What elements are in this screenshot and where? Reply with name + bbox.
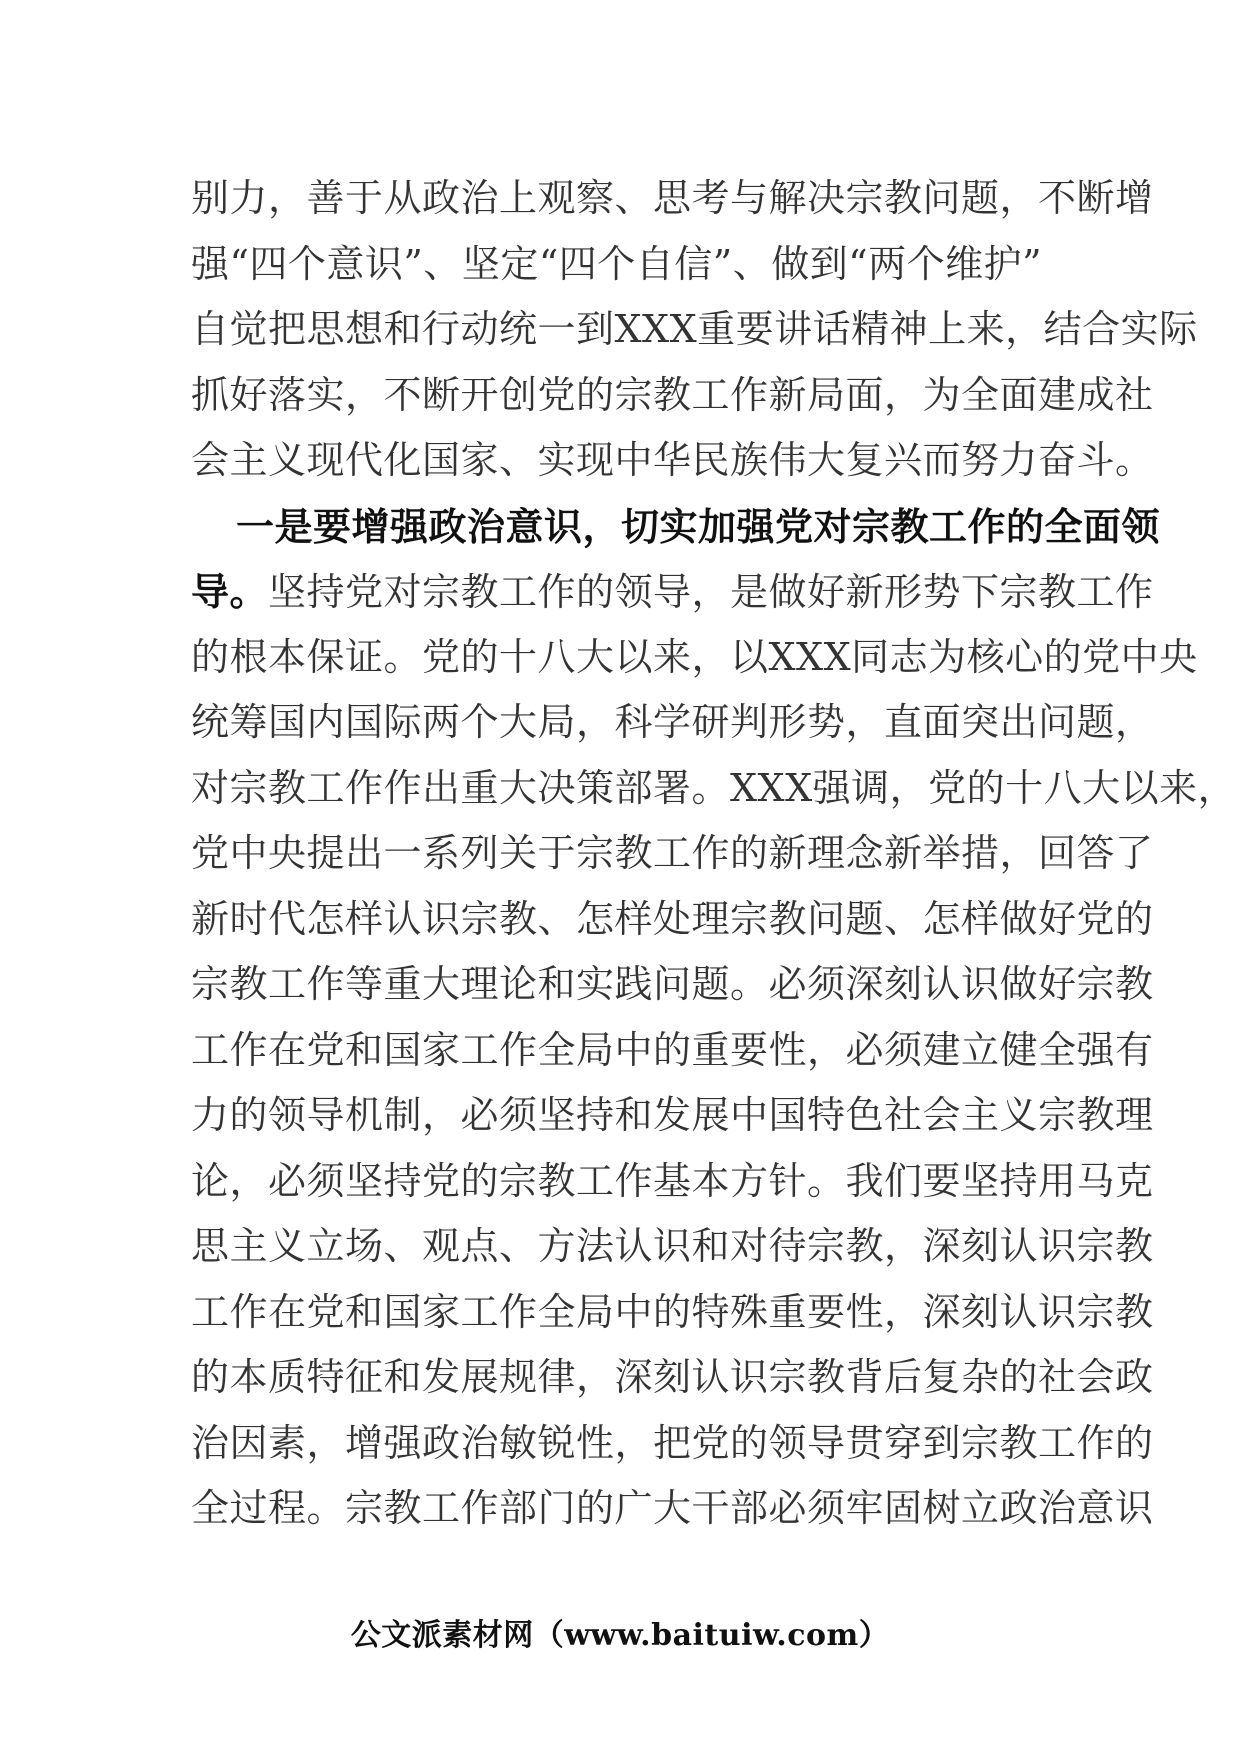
text-line: 统筹国内国际两个大局，科学研判形势，直面突出问题，: [191, 700, 1154, 744]
section-heading-end: 导。: [191, 569, 269, 614]
text-line: 治因素，增强政治敏锐性，把党的领导贯穿到宗教工作的: [191, 1420, 1154, 1465]
section-heading: 一是要增强政治意识，切实加强党对宗教工作的全面领: [236, 503, 1161, 549]
text-line: 工作在党和国家工作全局中的特殊重要性，深刻认识宗教: [191, 1289, 1154, 1334]
text-line: 新时代怎样认识宗教、怎样处理宗教问题、怎样做好党的: [191, 896, 1154, 941]
text-line: 会主义现代化国家、实现中华民族伟大复兴而努力奋斗。: [191, 438, 1154, 482]
document-body: [191, 166, 1237, 1542]
text-line: 论，必须坚持党的宗教工作基本方针。我们要坚持用马克: [191, 1158, 1154, 1203]
text-line: 全过程。宗教工作部门的广大干部必须牢固树立政治意识: [191, 1486, 1154, 1530]
text-line: 强“四个意识”、坚定“四个自信”、做到“两个维护”: [191, 241, 1043, 286]
text-line: 自觉把思想和行动统一到XXX重要讲话精神上来，结合实际: [191, 307, 1198, 351]
text-line: 对宗教工作作出重大决策部署。XXX强调，党的十八大以来，: [191, 765, 1237, 810]
text-line: 党中央提出一系列关于宗教工作的新理念新举措，回答了: [191, 831, 1154, 875]
text-line: 思主义立场、观点、方法认识和对待宗教，深刻认识宗教: [191, 1224, 1154, 1268]
text-line: 力的领导机制，必须坚持和发展中国特色社会主义宗教理: [191, 1093, 1154, 1137]
text-line: 工作在党和国家工作全局中的重要性，必须建立健全强有: [191, 1027, 1154, 1072]
text-line: 的根本保证。党的十八大以来，以XXX同志为核心的党中央: [191, 634, 1198, 679]
text-run: 坚持党对宗教工作的领导，是做好新形势下宗教工作: [268, 570, 1154, 614]
text-line: 别力，善于从政治上观察、思考与解决宗教问题，不断增: [191, 176, 1154, 220]
text-line: 的本质特征和发展规律，深刻认识宗教背后复杂的社会政: [191, 1355, 1154, 1399]
text-line: [191, 559, 1154, 625]
page-footer: 公文派素材网（www.baituiw.com）: [350, 1618, 890, 1653]
text-line: 宗教工作等重大理论和实践问题。必须深刻认识做好宗教: [191, 962, 1154, 1006]
text-line: 抓好落实，不断开创党的宗教工作新局面，为全面建成社: [191, 372, 1154, 417]
